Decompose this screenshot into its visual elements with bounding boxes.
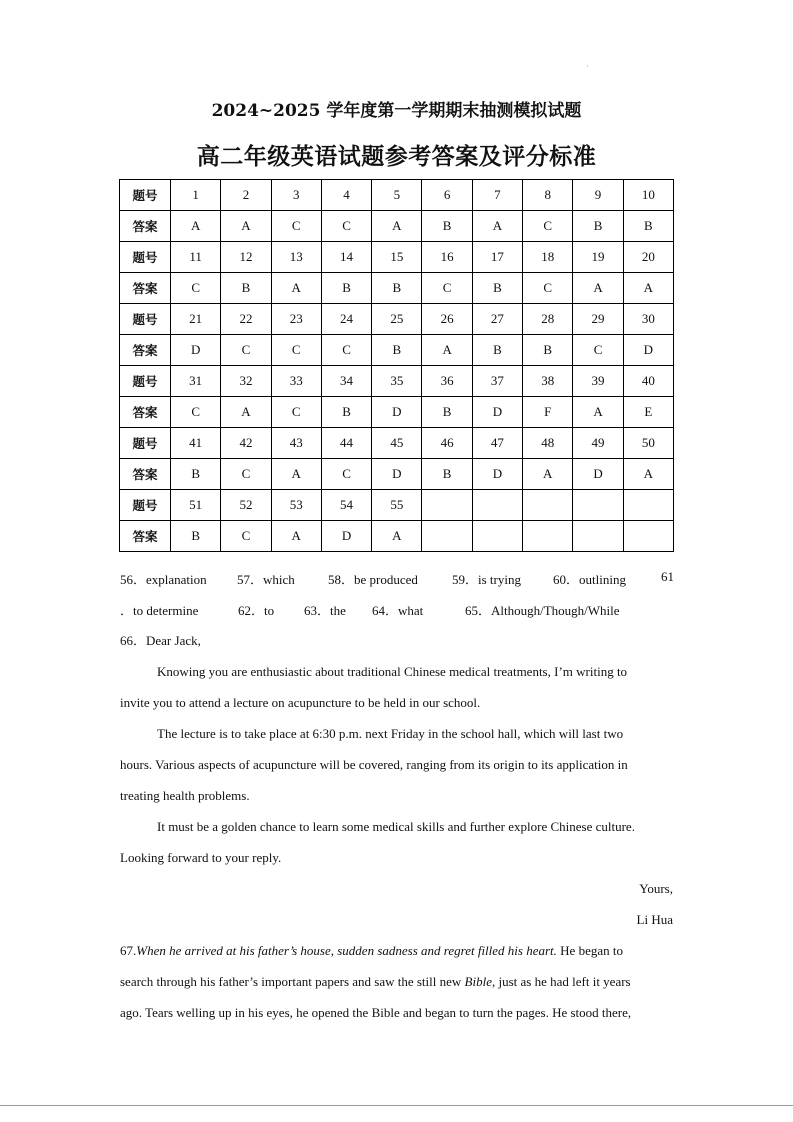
answer-cell: B — [573, 211, 623, 242]
question-number-cell: 20 — [623, 242, 673, 273]
blank-answer: 57．which — [237, 572, 295, 587]
answer-cell: A — [221, 397, 271, 428]
question-number-cell: 43 — [271, 428, 321, 459]
answer-cell: C — [422, 273, 472, 304]
continuation-writing — [120, 935, 673, 1028]
continuation-text: He began to — [556, 943, 623, 958]
letter-text: It must be a golden chance to learn some medical skills and further explore Chinese culture. — [157, 819, 635, 834]
question-number-cell: 41 — [171, 428, 221, 459]
letter-signature: Li Hua — [636, 912, 673, 927]
question-number-header: 题号 — [120, 242, 171, 273]
question-number-cell: 46 — [422, 428, 472, 459]
question-number-cell: 27 — [472, 304, 522, 335]
continuation-text: search through his father’s important papers and saw the still new — [120, 974, 465, 989]
blank-answer: 64．what — [372, 603, 424, 618]
question-number-cell: 53 — [271, 490, 321, 521]
answer-cell: C — [523, 273, 573, 304]
letter-text: Knowing you are enthusiastic about traditional Chinese medical treatments, I’m writing to — [157, 664, 628, 679]
question-number-cell: 52 — [221, 490, 271, 521]
letter-closing: Yours, — [639, 881, 673, 896]
question-number-row — [120, 242, 674, 273]
letter-text: invite you to attend a lecture on acupuncture to be held in our school. — [120, 695, 481, 710]
answer-cell: C — [171, 397, 221, 428]
question-number-cell: 15 — [372, 242, 422, 273]
answer-header: 答案 — [120, 273, 171, 304]
continuation-line: ago. Tears welling up in his eyes, he opened the Bible and began to turn the pages. He stood there, — [120, 1005, 632, 1020]
answer-cell — [623, 521, 673, 552]
answer-cell: A — [271, 459, 321, 490]
question-number-cell: 16 — [422, 242, 472, 273]
question-number-cell: 42 — [221, 428, 271, 459]
answer-cell: B — [221, 273, 271, 304]
continuation-line — [120, 935, 673, 966]
letter-text: Looking forward to your reply. — [120, 850, 282, 865]
question-number-cell: 3 — [271, 180, 321, 211]
given-sentence: When he arrived at his father’s house, sudden sadness and regret filled his heart. — [136, 943, 557, 958]
continuation-line — [120, 966, 673, 997]
answer-header: 答案 — [120, 335, 171, 366]
blank-answer: 59．is trying — [452, 572, 521, 587]
answer-row — [120, 459, 674, 490]
answer-cell: B — [372, 273, 422, 304]
answer-cell: C — [321, 459, 371, 490]
question-number-cell: 30 — [623, 304, 673, 335]
question-number-cell: 12 — [221, 242, 271, 273]
answer-cell: C — [221, 335, 271, 366]
question-number-header: 题号 — [120, 304, 171, 335]
exam-title: 2024~2025 学年度第一学期期末抽测模拟试题 — [211, 101, 582, 121]
question-number-cell: 35 — [372, 366, 422, 397]
blank-answer: 65．Although/Though/While — [465, 603, 620, 618]
answer-cell: B — [171, 521, 221, 552]
answer-cell: A — [171, 211, 221, 242]
blank-answers-line-1 — [120, 563, 673, 594]
question-number: 67. — [120, 943, 137, 958]
question-number-cell: 28 — [523, 304, 573, 335]
question-number-cell: 9 — [573, 180, 623, 211]
answer-cell: E — [623, 397, 673, 428]
answer-key-title: 高二年级英语试题参考答案及评分标准 — [196, 144, 597, 170]
question-number-cell: 19 — [573, 242, 623, 273]
answer-cell: A — [271, 521, 321, 552]
blank-answer: 61 — [661, 569, 674, 584]
question-number-cell: 36 — [422, 366, 472, 397]
question-number-cell: 37 — [472, 366, 522, 397]
question-number-row — [120, 366, 674, 397]
answer-cell: C — [271, 211, 321, 242]
answer-row — [120, 521, 674, 552]
question-number-cell: 5 — [372, 180, 422, 211]
question-number-cell: 11 — [171, 242, 221, 273]
question-number-cell: 49 — [573, 428, 623, 459]
answer-cell: C — [523, 211, 573, 242]
answer-cell: F — [523, 397, 573, 428]
question-number-cell: 25 — [372, 304, 422, 335]
question-number-header: 题号 — [120, 366, 171, 397]
question-number-cell: 47 — [472, 428, 522, 459]
answer-cell: D — [472, 459, 522, 490]
question-number-cell: 34 — [321, 366, 371, 397]
answer-cell: B — [321, 273, 371, 304]
answer-row — [120, 273, 674, 304]
answer-cell: D — [321, 521, 371, 552]
question-number-cell: 31 — [171, 366, 221, 397]
question-number-cell: 23 — [271, 304, 321, 335]
question-number-cell: 32 — [221, 366, 271, 397]
answer-cell: A — [472, 211, 522, 242]
answer-cell: C — [271, 397, 321, 428]
letter-text: The lecture is to take place at 6:30 p.m. next Friday in the school hall, which will last two — [157, 726, 624, 741]
answer-cell: A — [573, 397, 623, 428]
letter-text: hours. Various aspects of acupuncture will be covered, ranging from its origin to its application in — [120, 757, 628, 772]
question-number-cell: 8 — [523, 180, 573, 211]
answer-cell — [422, 521, 472, 552]
answer-cell: B — [321, 397, 371, 428]
question-number-cell: 50 — [623, 428, 673, 459]
question-number-cell: 18 — [523, 242, 573, 273]
answer-cell: C — [221, 459, 271, 490]
answer-cell — [573, 521, 623, 552]
question-number-row — [120, 180, 674, 211]
answer-cell: D — [171, 335, 221, 366]
question-number-cell: 21 — [171, 304, 221, 335]
question-number-cell: 40 — [623, 366, 673, 397]
question-number-cell — [523, 490, 573, 521]
question-number-cell: 39 — [573, 366, 623, 397]
answer-header: 答案 — [120, 521, 171, 552]
letter-heading: 66．Dear Jack, — [120, 633, 201, 648]
answer-cell: A — [523, 459, 573, 490]
answer-cell: A — [623, 273, 673, 304]
answer-cell: A — [221, 211, 271, 242]
answer-row — [120, 211, 674, 242]
answer-cell: A — [623, 459, 673, 490]
question-number-cell: 17 — [472, 242, 522, 273]
page-mark: · — [586, 62, 589, 71]
answer-cell: A — [422, 335, 472, 366]
writing-sample-letter — [120, 625, 673, 935]
question-number-cell: 45 — [372, 428, 422, 459]
question-number-header: 题号 — [120, 428, 171, 459]
answer-cell: C — [171, 273, 221, 304]
answer-cell: A — [372, 211, 422, 242]
answer-cell: B — [372, 335, 422, 366]
answer-table — [119, 179, 674, 552]
answer-header: 答案 — [120, 211, 171, 242]
letter-text: treating health problems. — [120, 788, 250, 803]
question-number-cell: 7 — [472, 180, 522, 211]
answer-header: 答案 — [120, 397, 171, 428]
continuation-text: , just as he had left it years — [491, 974, 631, 989]
question-number-cell: 29 — [573, 304, 623, 335]
question-number-cell: 1 — [171, 180, 221, 211]
answer-row — [120, 397, 674, 428]
question-number-cell: 4 — [321, 180, 371, 211]
question-number-cell — [472, 490, 522, 521]
answer-cell — [523, 521, 573, 552]
question-number-cell: 10 — [623, 180, 673, 211]
answer-cell: B — [623, 211, 673, 242]
answer-cell: B — [523, 335, 573, 366]
answer-cell — [472, 521, 522, 552]
answer-cell: D — [372, 459, 422, 490]
question-number-cell: 38 — [523, 366, 573, 397]
blank-answers-line-2 — [120, 594, 673, 625]
answer-cell: B — [171, 459, 221, 490]
answer-cell: D — [372, 397, 422, 428]
answer-cell: D — [623, 335, 673, 366]
answer-cell: A — [573, 273, 623, 304]
question-number-header: 题号 — [120, 180, 171, 211]
answer-cell: A — [372, 521, 422, 552]
answer-cell: A — [271, 273, 321, 304]
answer-cell: C — [573, 335, 623, 366]
answer-cell: B — [472, 335, 522, 366]
answer-cell: B — [422, 397, 472, 428]
question-number-cell: 33 — [271, 366, 321, 397]
question-number-cell — [422, 490, 472, 521]
answer-header: 答案 — [120, 459, 171, 490]
answer-cell: C — [271, 335, 321, 366]
question-number-cell — [573, 490, 623, 521]
question-number-cell — [623, 490, 673, 521]
blank-answer: 58．be produced — [328, 572, 418, 587]
question-number-cell: 48 — [523, 428, 573, 459]
blank-answer: 56．explanation — [120, 572, 207, 587]
answer-row — [120, 335, 674, 366]
question-number-cell: 14 — [321, 242, 371, 273]
answer-cell: C — [221, 521, 271, 552]
answer-cell: C — [321, 211, 371, 242]
answer-cell: D — [573, 459, 623, 490]
answer-cell: B — [422, 211, 472, 242]
answer-cell: B — [422, 459, 472, 490]
question-number-cell: 51 — [171, 490, 221, 521]
bible-word: Bible — [464, 974, 492, 989]
answer-cell: D — [472, 397, 522, 428]
question-number-cell: 26 — [422, 304, 472, 335]
blank-answer: 60．outlining — [553, 572, 626, 587]
question-number-cell: 44 — [321, 428, 371, 459]
question-number-header: 题号 — [120, 490, 171, 521]
page-bottom-rule — [0, 1105, 793, 1106]
question-number-cell: 13 — [271, 242, 321, 273]
question-number-row — [120, 304, 674, 335]
question-number-cell: 2 — [221, 180, 271, 211]
question-number-cell: 54 — [321, 490, 371, 521]
question-number-cell: 55 — [372, 490, 422, 521]
blank-answer: 63．the — [304, 603, 346, 618]
answer-cell: C — [321, 335, 371, 366]
question-number-cell: 22 — [221, 304, 271, 335]
question-number-cell: 24 — [321, 304, 371, 335]
question-number-cell: 6 — [422, 180, 472, 211]
blank-answers — [120, 563, 673, 625]
answer-cell: B — [472, 273, 522, 304]
blank-answer: 62．to — [238, 603, 275, 618]
blank-answer: ．to determine — [120, 603, 199, 618]
question-number-row — [120, 490, 674, 521]
question-number-row — [120, 428, 674, 459]
